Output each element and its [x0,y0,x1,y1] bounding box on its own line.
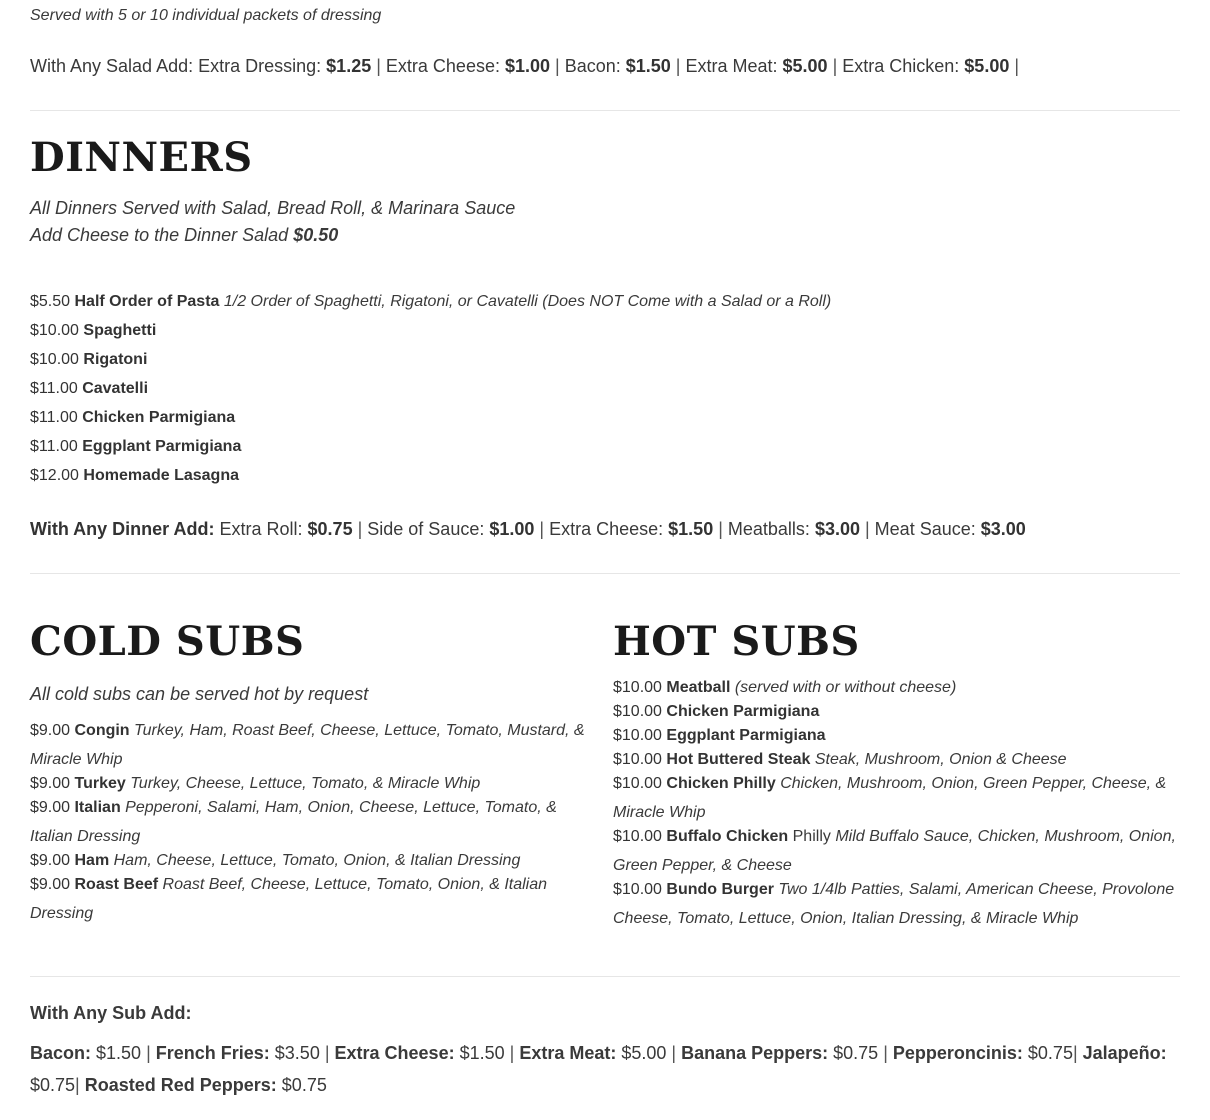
separator: | [75,1075,85,1095]
addon-label: Extra Cheese: [549,519,669,539]
item-name: Hot Buttered Steak [666,751,811,768]
dinner-item [30,316,831,345]
dinner-item [30,374,831,403]
item-description: (served with or without cheese) [730,679,957,696]
addon-price: $3.00 [980,519,1026,539]
item-name: Chicken Parmigiana [666,703,820,720]
item-description: Chicken, Mushroom, Onion, Green Pepper, Cheese, & Miracle Whip [613,775,1167,821]
item-description: Turkey, Ham, Roast Beef, Cheese, Lettuce, Tomato, Mustard, & Miracle Whip [30,722,585,768]
dinner-addons-list [220,519,1026,539]
item-price: $10.00 [613,727,667,744]
separator: | [141,1043,156,1063]
item-price: $9.00 [30,852,75,869]
item-description: Steak, Mushroom, Onion & Cheese [810,751,1067,768]
item-price: $11.00 [30,380,83,397]
addon-price: $3.50 [269,1043,320,1063]
item-price: $9.00 [30,775,75,792]
addon-price: $0.75 [307,519,353,539]
addon-label: Meatballs: [727,519,815,539]
item-price: $11.00 [30,409,83,426]
addon-price: $1.50 [91,1043,142,1063]
addon-price: $1.00 [504,56,551,76]
item-name: Half Order of Pasta [74,293,220,310]
addon-price: $0.75 [828,1043,879,1063]
addon-label: Extra Roll: [219,519,308,539]
separator: | [352,519,368,539]
item-name: Roast Beef [74,876,159,893]
dinner-item [30,345,831,374]
separator: | [550,56,565,76]
hot-sub-item [613,769,1183,827]
item-description: Ham, Cheese, Lettuce, Tomato, Onion, & Italian Dressing [109,852,521,869]
dinner-item [30,287,831,316]
addon-label: French Fries: [155,1043,270,1063]
addon-label: Pepperoncinis: [892,1043,1023,1063]
addon-price: $0.75 [276,1075,327,1095]
item-price: $9.00 [30,799,75,816]
hot-sub-list [613,673,1183,933]
addon-label: Extra Cheese: [334,1043,455,1063]
divider [30,110,1180,111]
addon-price: $5.00 [782,56,828,76]
item-name: Bundo Burger [666,881,774,898]
separator: | [1009,56,1020,76]
addon-price: $0.75 [1022,1043,1073,1063]
hot-sub-item [613,875,1183,933]
cold-subs-intro: All cold subs can be served hot by request [30,684,369,704]
sub-addon-item [85,1075,327,1095]
sub-addon-item [156,1043,320,1063]
item-price: $10.00 [613,881,667,898]
addon-price: $5.00 [964,56,1010,76]
addon-label: Banana Peppers: [681,1043,829,1063]
addon-label: Extra Chicken: [842,56,965,76]
item-price: $9.00 [30,876,75,893]
separator: | [534,519,550,539]
dinner-salad-cheese-price: $0.50 [293,225,339,245]
item-name: Congin [74,722,130,739]
separator: | [670,56,686,76]
salad-addons-list [198,56,1019,76]
sub-addon-item [681,1043,878,1063]
item-name: Homemade Lasagna [83,467,239,484]
item-price: $10.00 [613,679,667,696]
addon-label: Extra Dressing: [198,56,327,76]
dinners-intro-line1: All Dinners Served with Salad, Bread Roll, & Marinara Sauce [30,198,516,218]
dinner-item [30,461,831,490]
addon-label: Extra Meat: [519,1043,617,1063]
sub-addon-item [519,1043,666,1063]
addon-price: $1.50 [454,1043,505,1063]
divider [30,573,1180,574]
dinners-intro-line2: Add Cheese to the Dinner Salad $0.50 [30,225,339,245]
salad-addons-label: With Any Salad Add: [30,56,194,76]
dinner-addons-line [30,519,1026,540]
item-name: Cavatelli [82,380,149,397]
item-price: $11.00 [30,438,83,455]
hot-subs-heading: HOT SUBS [613,618,860,665]
dinner-addons-label: With Any Dinner Add: [30,519,215,539]
addon-label: Bacon: [30,1043,92,1063]
sub-addons-heading: With Any Sub Add: [30,1003,192,1023]
addon-label: Bacon: [564,56,626,76]
cold-sub-list [30,716,600,928]
item-price: $10.00 [613,751,667,768]
dinners-intro [30,195,515,249]
sub-addon-item [30,1043,141,1063]
item-description: Two 1/4lb Patties, Salami, American Cheese, Provolone Cheese, Tomato, Lettuce, Onion, Italian Dressing, & Miracle Whip [613,881,1175,927]
item-price: $5.50 [30,293,75,310]
addon-label: Side of Sauce: [367,519,490,539]
addon-price: $3.00 [814,519,860,539]
addon-price: $1.00 [489,519,535,539]
separator: | [827,56,843,76]
cold-subs-column [30,618,600,923]
item-name: Rigatoni [83,351,148,368]
item-name: Ham [74,852,110,869]
cold-sub-item [30,716,600,774]
cold-sub-item [30,870,600,928]
addon-label: Jalapeño: [1082,1043,1167,1063]
item-description: Roast Beef, Cheese, Lettuce, Tomato, Onion, & Italian Dressing [30,876,548,922]
addon-price: $1.25 [326,56,372,76]
separator: | [371,56,386,76]
hot-subs-column [613,618,1183,928]
item-price: $9.00 [30,722,75,739]
addon-price: $0.75 [30,1075,76,1095]
item-name: Spaghetti [83,322,157,339]
item-price: $10.00 [613,828,667,845]
item-description: Turkey, Cheese, Lettuce, Tomato, & Miracle Whip [125,775,481,792]
item-description: Mild Buffalo Sauce, Chicken, Mushroom, Onion, Green Pepper, & Cheese [613,828,1176,874]
separator: | [666,1043,682,1063]
item-name: Meatball [666,679,731,696]
item-name-suffix: Philly [788,828,831,845]
separator: | [878,1043,893,1063]
addon-label: Meat Sauce: [874,519,981,539]
addon-price: $1.50 [625,56,671,76]
sub-addons-list [30,1037,1180,1101]
salad-addons-line [30,56,1019,77]
salad-dressing-note: Served with 5 or 10 individual packets of dressing [30,7,382,24]
cold-subs-heading: COLD SUBS [30,618,305,665]
item-description: 1/2 Order of Spaghetti, Rigatoni, or Cavatelli (Does NOT Come with a Salad or a Roll) [219,293,832,310]
separator: | [859,519,875,539]
separator: | [713,519,728,539]
dinner-item [30,403,831,432]
item-name: Chicken Parmigiana [82,409,236,426]
separator: | [1072,1043,1083,1063]
item-description: Pepperoni, Salami, Ham, Onion, Cheese, Lettuce, Tomato, & Italian Dressing [30,799,557,845]
divider [30,976,1180,977]
addon-label: Extra Meat: [685,56,783,76]
item-price: $10.00 [613,775,667,792]
item-name: Eggplant Parmigiana [82,438,242,455]
item-price: $10.00 [30,351,84,368]
item-name: Eggplant Parmigiana [666,727,826,744]
item-name: Turkey [74,775,126,792]
item-price: $10.00 [30,322,84,339]
hot-sub-item [613,822,1183,880]
item-price: $12.00 [30,467,84,484]
item-name: Italian [74,799,121,816]
addon-label: Extra Cheese: [385,56,505,76]
dinners-heading: DINNERS [30,134,253,181]
addon-label: Roasted Red Peppers: [84,1075,277,1095]
addon-price: $1.50 [668,519,714,539]
dinner-item [30,432,831,461]
item-name: Buffalo Chicken [666,828,789,845]
separator: | [319,1043,335,1063]
item-name: Chicken Philly [666,775,776,792]
sub-addon-item [893,1043,1073,1063]
addon-price: $5.00 [616,1043,667,1063]
dinner-item-list [30,287,831,490]
cold-sub-item [30,793,600,851]
sub-addon-item [335,1043,505,1063]
separator: | [504,1043,520,1063]
item-price: $10.00 [613,703,667,720]
